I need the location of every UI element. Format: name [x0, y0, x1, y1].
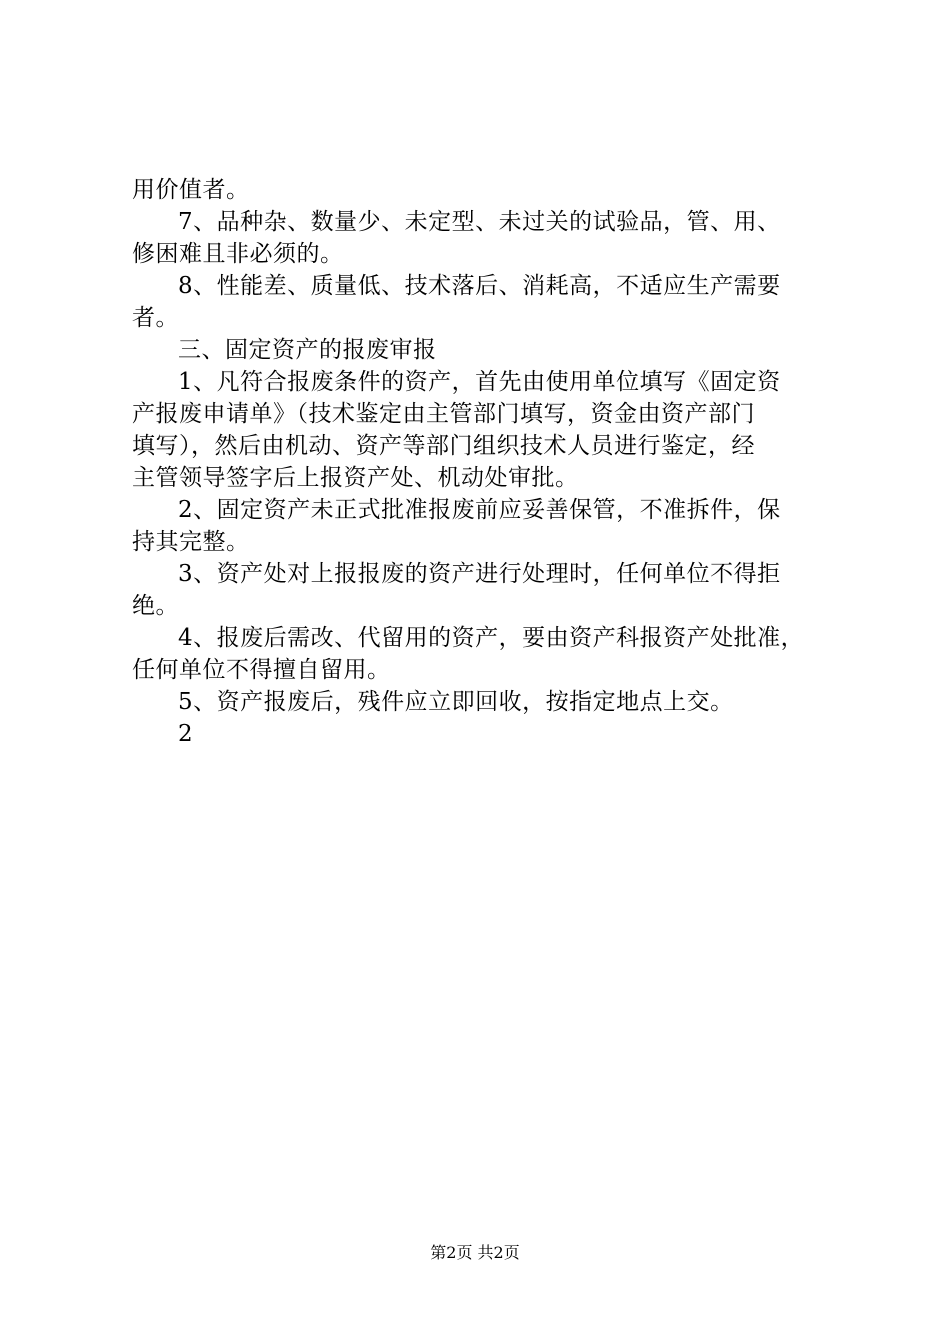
- text-line: 任何单位不得擅自留用。: [132, 657, 391, 683]
- page-footer: [0, 1242, 950, 1264]
- page-number-label: 第2页 共2页: [430, 1243, 520, 1262]
- text-line: 持其完整。: [132, 529, 250, 555]
- text-line: 1、凡符合报废条件的资产，首先由使用单位填写《固定资: [178, 369, 781, 395]
- text-line: 8、性能差、质量低、技术落后、消耗高，不适应生产需要: [178, 273, 781, 299]
- document-body: [132, 174, 832, 750]
- text-line: 绝。: [132, 593, 179, 619]
- text-line: 2: [178, 721, 194, 747]
- text-line: 4、报废后需改、代留用的资产，要由资产科报资产处批准，: [178, 625, 805, 651]
- section-heading: 三、固定资产的报废审报: [178, 337, 437, 363]
- text-line: 7、品种杂、数量少、未定型、未过关的试验品，管、用、: [178, 209, 781, 235]
- text-line: 者。: [132, 305, 179, 331]
- text-line: 3、资产处对上报报废的资产进行处理时，任何单位不得拒: [178, 561, 781, 587]
- text-line: 修困难且非必须的。: [132, 241, 344, 267]
- text-line: 填写），然后由机动、资产等部门组织技术人员进行鉴定，经: [132, 433, 755, 459]
- text-line: 5、资产报废后，残件应立即回收，按指定地点上交。: [178, 689, 734, 715]
- text-line: 2、固定资产未正式批准报废前应妥善保管，不准拆件，保: [178, 497, 781, 523]
- text-line: 主管领导签字后上报资产处、机动处审批。: [132, 465, 579, 491]
- text-line: 用价值者。: [132, 177, 250, 203]
- text-line: 产报废申请单》（技术鉴定由主管部门填写，资金由资产部门: [132, 401, 755, 427]
